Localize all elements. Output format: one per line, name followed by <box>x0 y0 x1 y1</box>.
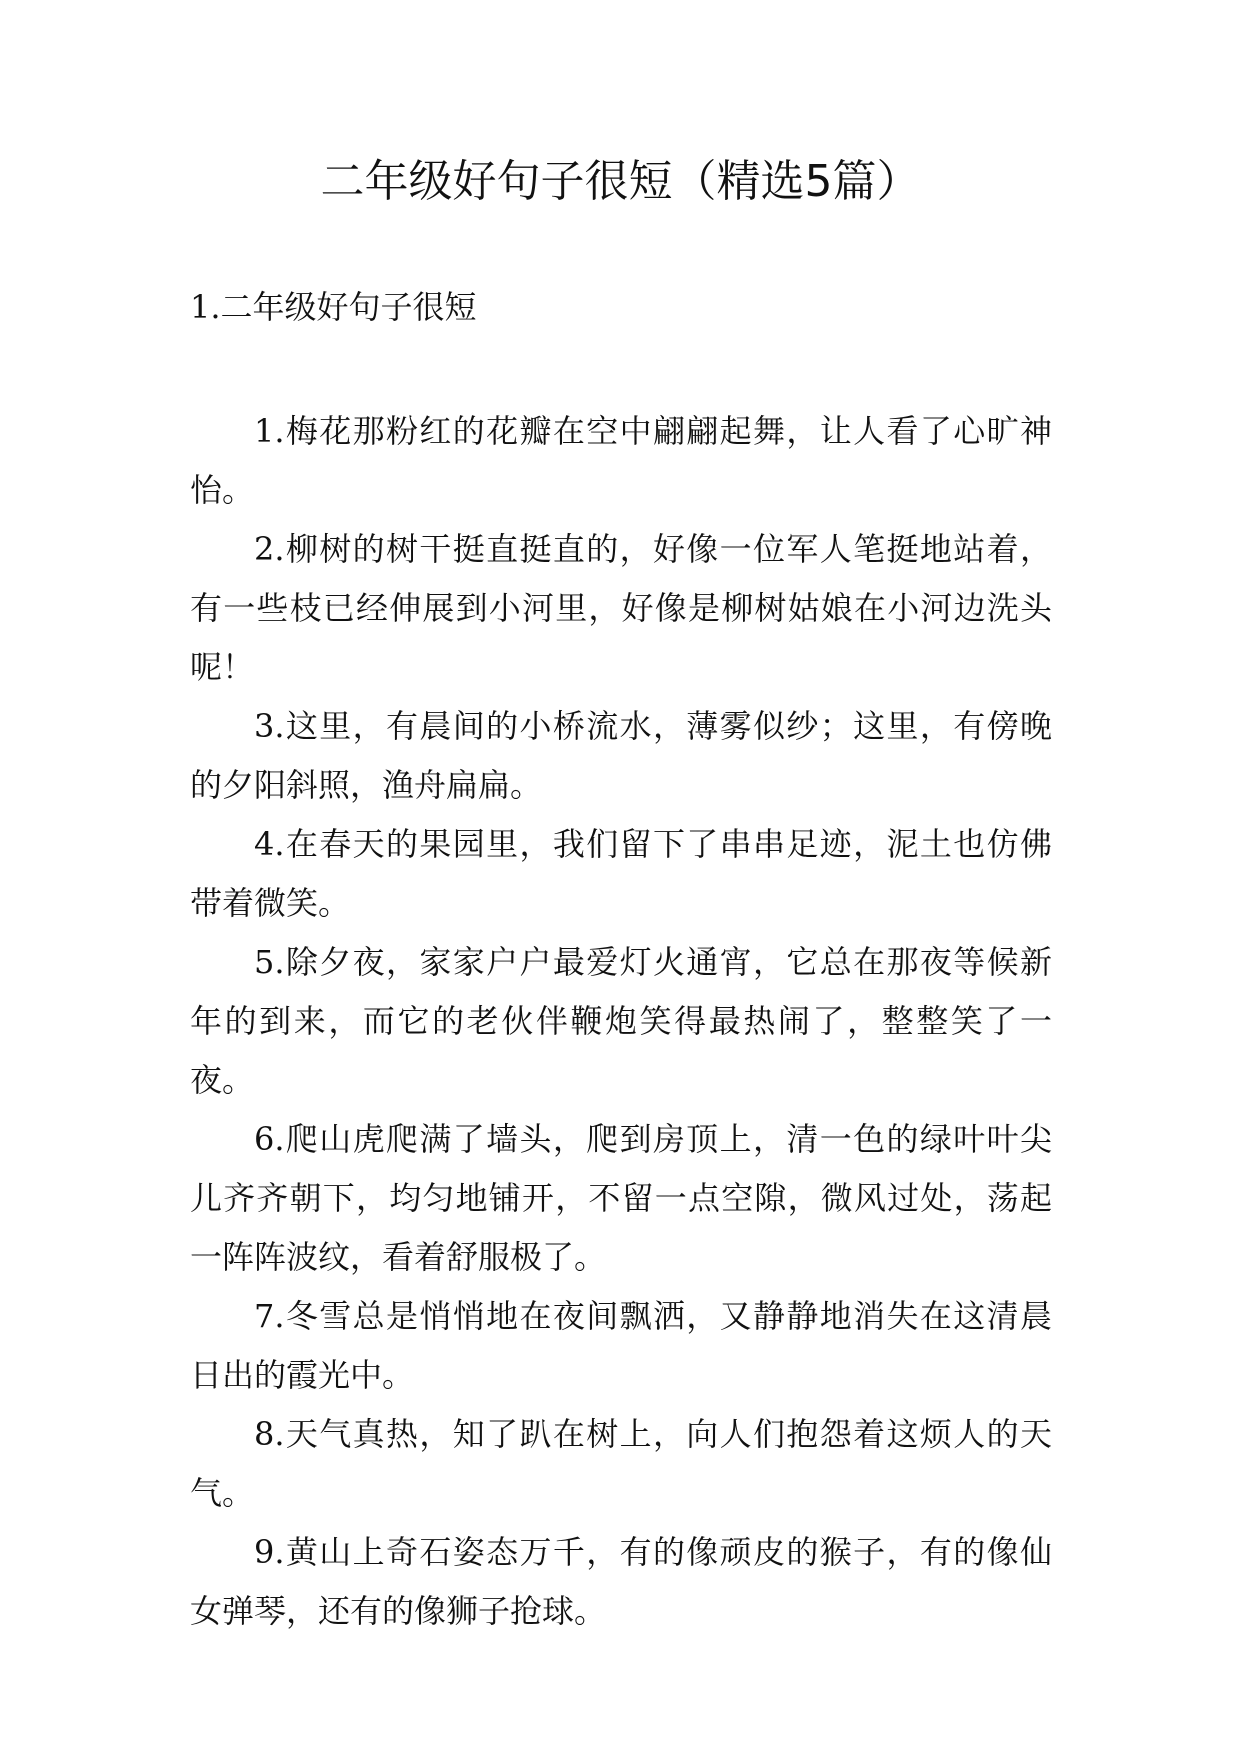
paragraph-6: 6.爬山虎爬满了墙头，爬到房顶上，清一色的绿叶叶尖儿齐齐朝下，均匀地铺开，不留一点空隙，微风过处，荡起一阵阵波纹，看着舒服极了。 <box>190 1120 1052 1276</box>
paragraph-5: 5.除夕夜，家家户户最爱灯火通宵，它总在那夜等候新年的到来，而它的老伙伴鞭炮笑得最热闹了，整整笑了一夜。 <box>190 943 1052 1099</box>
paragraph-list <box>190 402 1052 1641</box>
paragraph-7: 7.冬雪总是悄悄地在夜间飘洒，又静静地消失在这清晨日出的霞光中。 <box>190 1297 1052 1394</box>
document-title: 二年级好句子很短（精选5篇） <box>320 156 921 207</box>
paragraph-3: 3.这里，有晨间的小桥流水，薄雾似纱；这里，有傍晚的夕阳斜照，渔舟扁扁。 <box>190 707 1052 804</box>
paragraph-4: 4.在春天的果园里，我们留下了串串足迹，泥土也仿佛带着微笑。 <box>190 825 1052 922</box>
paragraph-2: 2.柳树的树干挺直挺直的，好像一位军人笔挺地站着，有一些枝已经伸展到小河里，好像是柳树姑娘在小河边洗头呢！ <box>190 530 1052 686</box>
paragraph-1: 1.梅花那粉红的花瓣在空中翩翩起舞，让人看了心旷神怡。 <box>190 412 1052 509</box>
section-heading: 1.二年级好句子很短 <box>190 288 477 326</box>
paragraph-8: 8.天气真热，知了趴在树上，向人们抱怨着这烦人的天气。 <box>190 1415 1052 1512</box>
paragraph-9: 9.黄山上奇石姿态万千，有的像顽皮的猴子，有的像仙女弹琴，还有的像狮子抢球。 <box>190 1533 1052 1630</box>
